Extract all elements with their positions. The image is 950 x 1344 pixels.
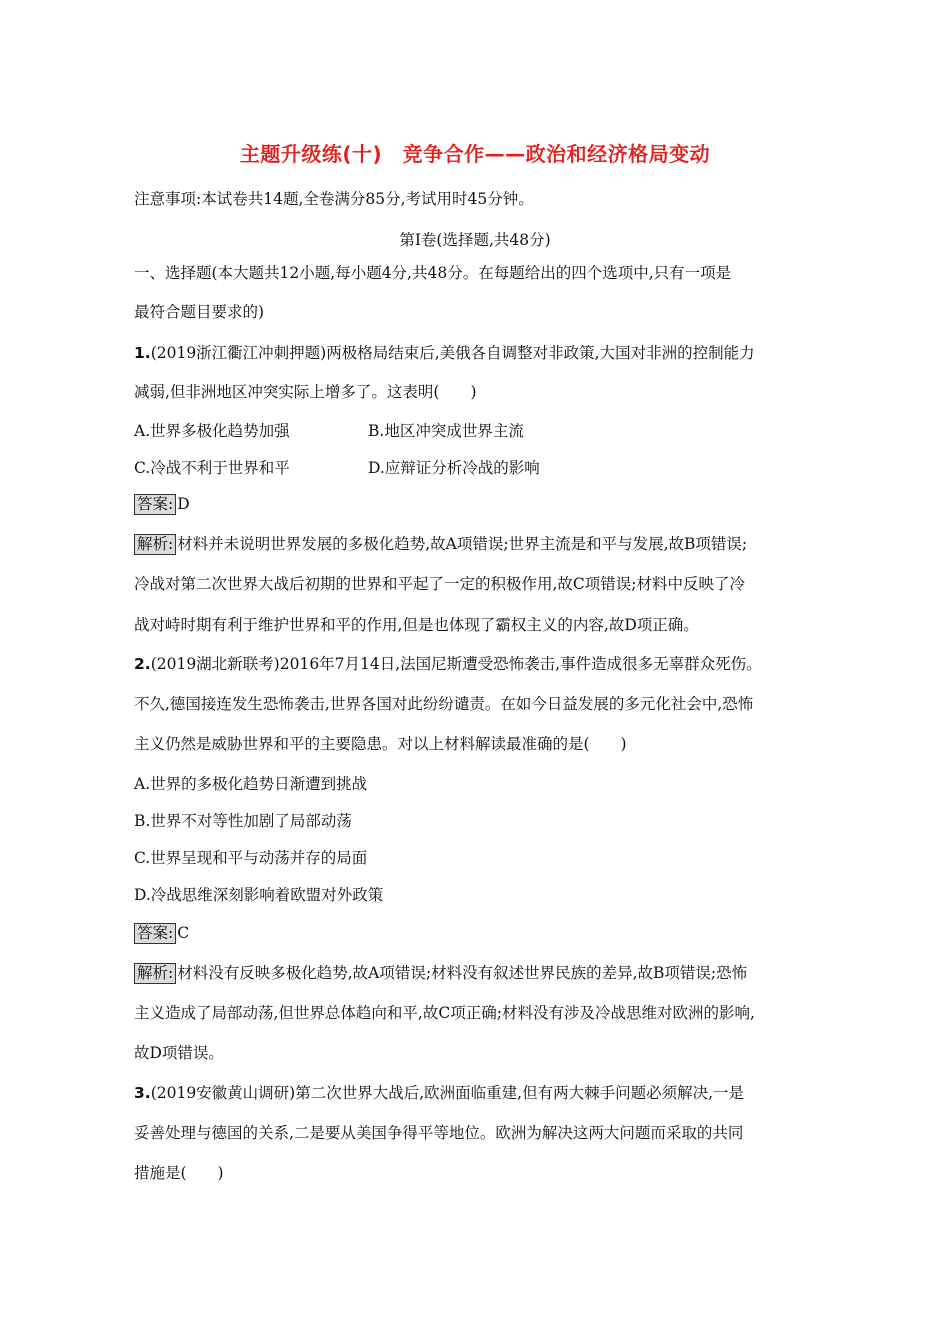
answer-label: 答案:: [134, 923, 176, 944]
analysis-label: 解析:: [134, 963, 176, 984]
question-1-analysis-line-2: 冷战对第二次世界大战后初期的世界和平起了一定的积极作用,故C项错误;材料中反映了冷: [134, 575, 746, 593]
analysis-text: 材料没有反映多极化趋势,故A项错误;材料没有叙述世界民族的差异,故B项错误;恐怖: [177, 964, 748, 982]
answer-value: C: [177, 924, 190, 942]
answer-value: D: [177, 495, 190, 513]
question-1-option-b: B.地区冲突成世界主流: [368, 422, 524, 440]
question-2-line-2: 不久,德国接连发生恐怖袭击,世界各国对此纷纷谴责。在如今日益发展的多元化社会中,恐怖: [134, 695, 754, 713]
question-1-number: 1.: [134, 344, 151, 362]
question-1-answer: [134, 493, 190, 515]
question-2-option-c: C.世界呈现和平与动荡并存的局面: [134, 849, 368, 867]
question-3-line-1: [134, 1082, 744, 1104]
question-1-analysis-line-1: [134, 533, 747, 555]
question-2-option-a: A.世界的多极化趋势日渐遭到挑战: [134, 775, 368, 793]
answer-label: 答案:: [134, 494, 176, 515]
question-2-analysis-line-2: 主义造成了局部动荡,但世界总体趋向和平,故C项正确;材料没有涉及冷战思维对欧洲的影响,: [134, 1004, 755, 1022]
question-2-line-1: [134, 653, 762, 675]
page-title: 主题升级练(十) 竞争合作——政治和经济格局变动: [239, 142, 711, 166]
question-1-analysis-line-3: 战对峙时期有利于维护世界和平的作用,但是也体现了霸权主义的内容,故D项正确。: [134, 616, 699, 634]
question-1-option-d: D.应辩证分析冷战的影响: [368, 459, 540, 477]
question-3-line-2: 妥善处理与德国的关系,二是要从美国争得平等地位。欧洲为解决这两大问题而采取的共同: [134, 1124, 744, 1142]
question-3-stem: (2019安徽黄山调研)第二次世界大战后,欧洲面临重建,但有两大棘手问题必须解决,一是: [150, 1084, 745, 1102]
question-2-answer: [134, 922, 189, 944]
question-3-number: 3.: [134, 1084, 151, 1102]
question-2-option-b: B.世界不对等性加剧了局部动荡: [134, 812, 352, 830]
question-2-analysis-line-1: [134, 962, 747, 984]
question-2-stem: (2019湖北新联考)2016年7月14日,法国尼斯遭受恐怖袭击,事件造成很多无辜群众死伤。: [150, 655, 762, 673]
question-1-line-2: 减弱,但非洲地区冲突实际上增多了。这表明( ): [134, 383, 477, 401]
question-2-number: 2.: [134, 655, 151, 673]
analysis-label: 解析:: [134, 534, 176, 555]
question-2-line-3: 主义仍然是威胁世界和平的主要隐患。对以上材料解读最准确的是( ): [134, 735, 627, 753]
question-1-line-1: [134, 342, 755, 364]
instructions-line-1: 一、选择题(本大题共12小题,每小题4分,共48分。在每题给出的四个选项中,只有一项是: [134, 264, 732, 282]
notice-text: 注意事项:本试卷共14题,全卷满分85分,考试用时45分钟。: [134, 190, 534, 208]
question-1-options-row-1: [134, 420, 290, 442]
section-title: 第Ⅰ卷(选择题,共48分): [399, 231, 551, 249]
question-2-analysis-line-3: 故D项错误。: [134, 1044, 224, 1062]
question-1-option-c: C.冷战不利于世界和平: [134, 459, 290, 477]
question-3-line-3: 措施是( ): [134, 1164, 224, 1182]
question-1-option-a: A.世界多极化趋势加强: [134, 422, 290, 440]
instructions-line-2: 最符合题目要求的): [134, 303, 265, 321]
question-2-option-d: D.冷战思维深刻影响着欧盟对外政策: [134, 886, 384, 904]
question-1-stem: (2019浙江衢江冲刺押题)两极格局结束后,美俄各自调整对非政策,大国对非洲的控制能力: [150, 344, 755, 362]
analysis-text: 材料并未说明世界发展的多极化趋势,故A项错误;世界主流是和平与发展,故B项错误;: [177, 535, 748, 553]
